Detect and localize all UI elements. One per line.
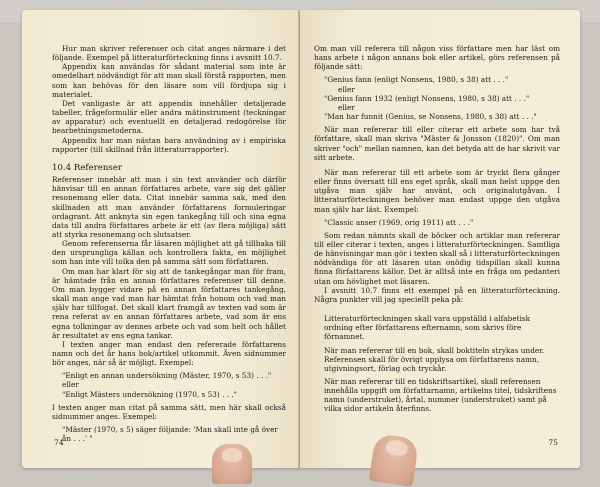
left-page bbox=[22, 10, 300, 468]
right-thumb bbox=[369, 433, 419, 487]
list-item: När man refererar till en bok, skall boktiteln strykas under. Referensen skall för övrigt upplysa om författarens namn, utgivningsort, förlag och tryckår. bbox=[324, 345, 545, 373]
quote-connector: eller bbox=[338, 102, 355, 112]
paragraph: Som redan nämnts skall de böcker och artiklar man refererar till eller citerar i texten, anges i litteraturförteckningen. Samtliga de hänvisningar man gör i texten skall så i litteraturförteckningen nödvändiga för att läsaren utan onödig tidspillan skall kunna finna författarens källor. Det är alltså inte en fråga om pedanteri utan om hövlighet mot läsaren. bbox=[314, 230, 560, 286]
list-item: När man refererar till en tidskriftsartikel, skall referensen innehålla uppgift om författarnamn, artikelns titel, tidskriftens namn (understruket), årtal, nummer (understruket) samt på vilka sidor artikeln återfinns. bbox=[324, 377, 557, 414]
right-page bbox=[300, 10, 580, 468]
quote-line: "Genius fann (enligt Nonsens, 1980, s 38) att . . ." bbox=[324, 75, 509, 85]
quote-line: "Mäster (1970, s 5) säger följande: 'Man skall inte gå över ån . . .' " bbox=[62, 425, 278, 444]
quote-line: "Genius fann 1932 (enligt Nonsens, 1980, s 38) att . . ." bbox=[324, 93, 530, 103]
paragraph: I texten anger man citat på samma sätt, men här skall också sidnummer anges. Exempel: bbox=[52, 402, 286, 421]
list-item: Litteraturförteckningen skall vara uppställd i alfabetisk ordning efter författarens efternamn, som skrivs före förnamnet. bbox=[324, 314, 531, 342]
paragraph: I texten anger man endast den refererade författarens namn och det år hans bok/artikel utkommit. Även sidnummer bör anges, när så är möjligt. Exempel: bbox=[52, 339, 286, 368]
section-heading: 10.4 Referenser bbox=[52, 162, 123, 173]
paragraph: Referenser innebär att man i sin text använder och därför hänvisar till en annan författares arbete, vare sig det gäller resonemang eller data. Citat innebär samma sak, med den skillnaden att man använder författarens formuleringar ordagrant. Att anknyta sin egen tankegång till och sina egna data till andra författares arbete är ett (av flera möjliga) sätt att styrka resonemang och slutsatser. bbox=[52, 175, 286, 239]
paragraph: Det vanligaste är att appendix innehåller detaljerade tabeller, frågeformulär eller andra mätinstrument (teckningar av apparatur) och eventuellt en detaljerad redogörelse för bearbetningsmetoderna. bbox=[52, 98, 286, 136]
quote-block bbox=[314, 75, 560, 121]
thumbnail-nail bbox=[222, 448, 242, 462]
page-number: 75 bbox=[548, 438, 558, 447]
left-thumb bbox=[212, 444, 252, 484]
paragraph: När man refererar till eller citerar ett arbete som har två författare, skall man skriva "Mäster & Jonsson (1820)". Om man skriver "och" mellan namnen, kan det betyda att de har skrivit var sitt arbete. bbox=[314, 125, 560, 162]
quote-line: "Enligt en annan undersökning (Mäster, 1970, s 53) . . ." eller bbox=[62, 371, 272, 390]
paragraph: Hur man skriver referenser och citat anges närmare i det följande. Exempel på litteraturförteckning finns i avsnitt 10.7. bbox=[52, 44, 286, 63]
thumbnail-nail bbox=[385, 439, 409, 457]
quote-line: "Enligt Mästers undersökning (1970, s 53) . . ." bbox=[62, 389, 238, 399]
paragraph: Om man har klart för sig att de tankegångar man för fram, är hämtade från en annan författares referenser till denne. Om man bygger vidare på en annan författares tankegång, skall man ange vad man har hämtat från honom och vad man själv har tillfogat. Det skall klart framgå av texten vad som är rena referat av en annan författares arbete, vad som är ens egna tolkningar av dennes arbete och vad som helt och hållet är resultatet av ens egna tankar. bbox=[52, 266, 286, 340]
quote-block bbox=[52, 371, 286, 398]
paragraph: Genom referenserna får läsaren möjlighet att gå tillbaka till den ursprungliga källan och kontrollera fakta, en möjlighet som han inte vill tolka den på samma sätt som författaren. bbox=[52, 239, 286, 267]
quote-connector: eller bbox=[338, 84, 355, 94]
paragraph: När man refererar till ett arbete som är tryckt flera gånger eller finns översatt till ens eget språk, skall man helst uppge den utgåva man själv har använt, och originalutgåvan. I litteraturförteckningen behöver man endast uppge den utgåva man själv har läst. Exempel: bbox=[314, 167, 560, 214]
paragraph: Appendix kan användas för sådant material som inte är omedelbart nödvändigt för att man skall förstå rapporten, men som kan behövas för den läsare som vill fördjupa sig i materialet. bbox=[52, 62, 286, 99]
paragraph: Appendix har man nästan bara användning av i empiriska rapporter (till skillnad från litteraturrapporter). bbox=[52, 135, 286, 154]
paragraph: Om man vill referera till någon viss författare men har läst om hans arbete i någon annans bok eller artikel, görs referensen på följande sätt: bbox=[314, 44, 560, 72]
page-number: 74 bbox=[54, 438, 64, 447]
right-page-text bbox=[314, 44, 560, 418]
left-page-text bbox=[52, 44, 286, 447]
paragraph: I avsnitt 10.7 finns ett exempel på en litteraturförteckning. Några punkter vill jag speciellt peka på: bbox=[314, 285, 560, 304]
quote-line: "Classic anser (1969, orig 1911) att . . ." bbox=[324, 217, 474, 227]
quote-line: "Man har funnit (Genius, se Nonsens, 1980, s 38) att . . ." bbox=[324, 112, 537, 122]
